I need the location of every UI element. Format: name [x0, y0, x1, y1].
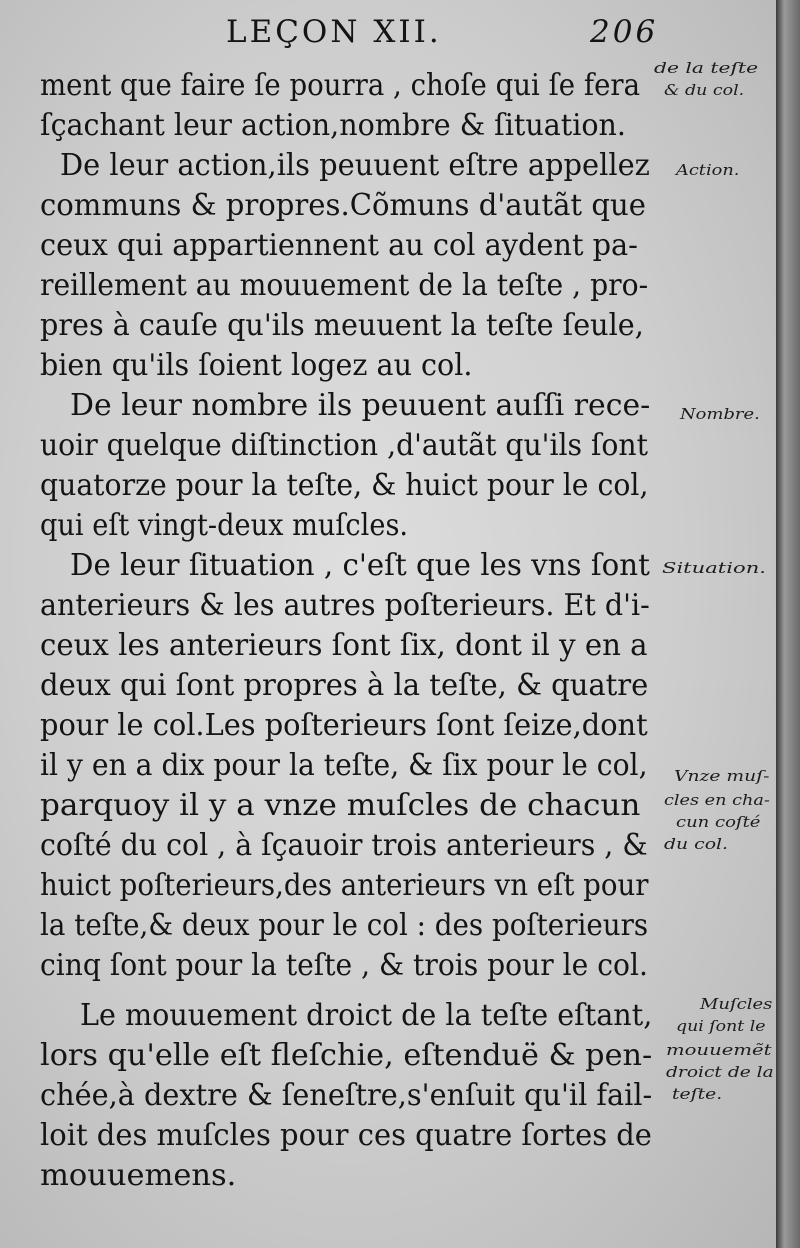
text-line: chée,à dextre & ſeneſtre,s'enſuit qu'il fail-: [40, 1078, 653, 1113]
margin-note: Vnze muſ-: [674, 767, 770, 785]
binding-edge: [776, 0, 800, 1248]
text-line: parquoy il y a vnze muſcles de chacun: [40, 788, 641, 823]
text-line: pres à cauſe qu'ils meuuent la teſte ſeule,: [40, 308, 644, 343]
margin-note: mouuemẽt: [666, 1041, 772, 1059]
text-line: il y en a dix pour la teſte, & ſix pour le col,: [40, 748, 648, 783]
text-line: loit des muſcles pour ces quatre ſortes de: [40, 1118, 652, 1153]
margin-note: qui ſont le: [676, 1017, 766, 1035]
text-line: lors qu'elle eſt fleſchie, eſtenduë & pen-: [40, 1038, 653, 1073]
margin-note: de la teſte: [654, 59, 759, 77]
margin-note: Muſcles: [700, 995, 773, 1013]
text-line: ſçachant leur action,nombre & ſituation.: [40, 108, 626, 143]
text-line: pour le col.Les poſterieurs ſont ſeize,dont: [40, 708, 648, 743]
margin-note: & du col.: [664, 81, 745, 99]
margin-note: du col.: [664, 835, 729, 853]
text-line: ment que faire ſe pourra , choſe qui ſe fera: [40, 68, 641, 103]
text-line: De leur nombre ils peuuent auſſi rece-: [70, 388, 651, 423]
text-line: qui eſt vingt-deux muſcles.: [40, 508, 409, 543]
text-line: De leur ſituation , c'eſt que les vns ſont: [70, 548, 650, 583]
text-line: quatorze pour la teſte, & huict pour le col,: [40, 468, 649, 503]
margin-note: Situation.: [662, 559, 766, 577]
margin-note: Action.: [676, 161, 740, 179]
text-line: communs & propres.Cõmuns d'autãt que: [40, 188, 646, 223]
text-line: reillement au mouuement de la teſte , pro-: [40, 268, 649, 303]
running-header: [226, 14, 659, 58]
page-number: 206: [590, 14, 659, 50]
text-line: ceux qui appartiennent au col aydent pa-: [40, 228, 638, 263]
margin-note: droict de la: [666, 1063, 774, 1081]
margin-note: cles en cha-: [664, 791, 770, 809]
text-line: huict poſterieurs,des anterieurs vn eſt pour: [40, 868, 649, 903]
text-line: deux qui ſont propres à la teſte, & quatre: [40, 668, 649, 703]
text-line: De leur action,ils peuuent eſtre appellez: [60, 148, 650, 183]
text-line: ceux les anterieurs ſont ſix, dont il y en a: [40, 628, 648, 663]
chapter-title: LEÇON XII.: [226, 14, 442, 50]
text-line: cinq ſont pour la teſte , & trois pour le col.: [40, 948, 648, 983]
text-line: mouuemens.: [40, 1158, 237, 1193]
text-line: bien qu'ils ſoient logez au col.: [40, 348, 473, 383]
margin-note: teſte.: [672, 1085, 723, 1103]
margin-note: Nombre.: [680, 405, 760, 423]
text-line: la teſte,& deux pour le col : des poſterieurs: [40, 908, 649, 943]
text-line: uoir quelque diſtinction ,d'autãt qu'ils ſont: [40, 428, 648, 463]
text-line: anterieurs & les autres poſterieurs. Et d'i-: [40, 588, 650, 623]
margin-note: cun coſté: [676, 813, 761, 831]
text-line: Le mouuement droict de la teſte eſtant,: [80, 998, 653, 1033]
text-line: coſté du col , à ſçauoir trois anterieurs , &: [40, 828, 648, 863]
